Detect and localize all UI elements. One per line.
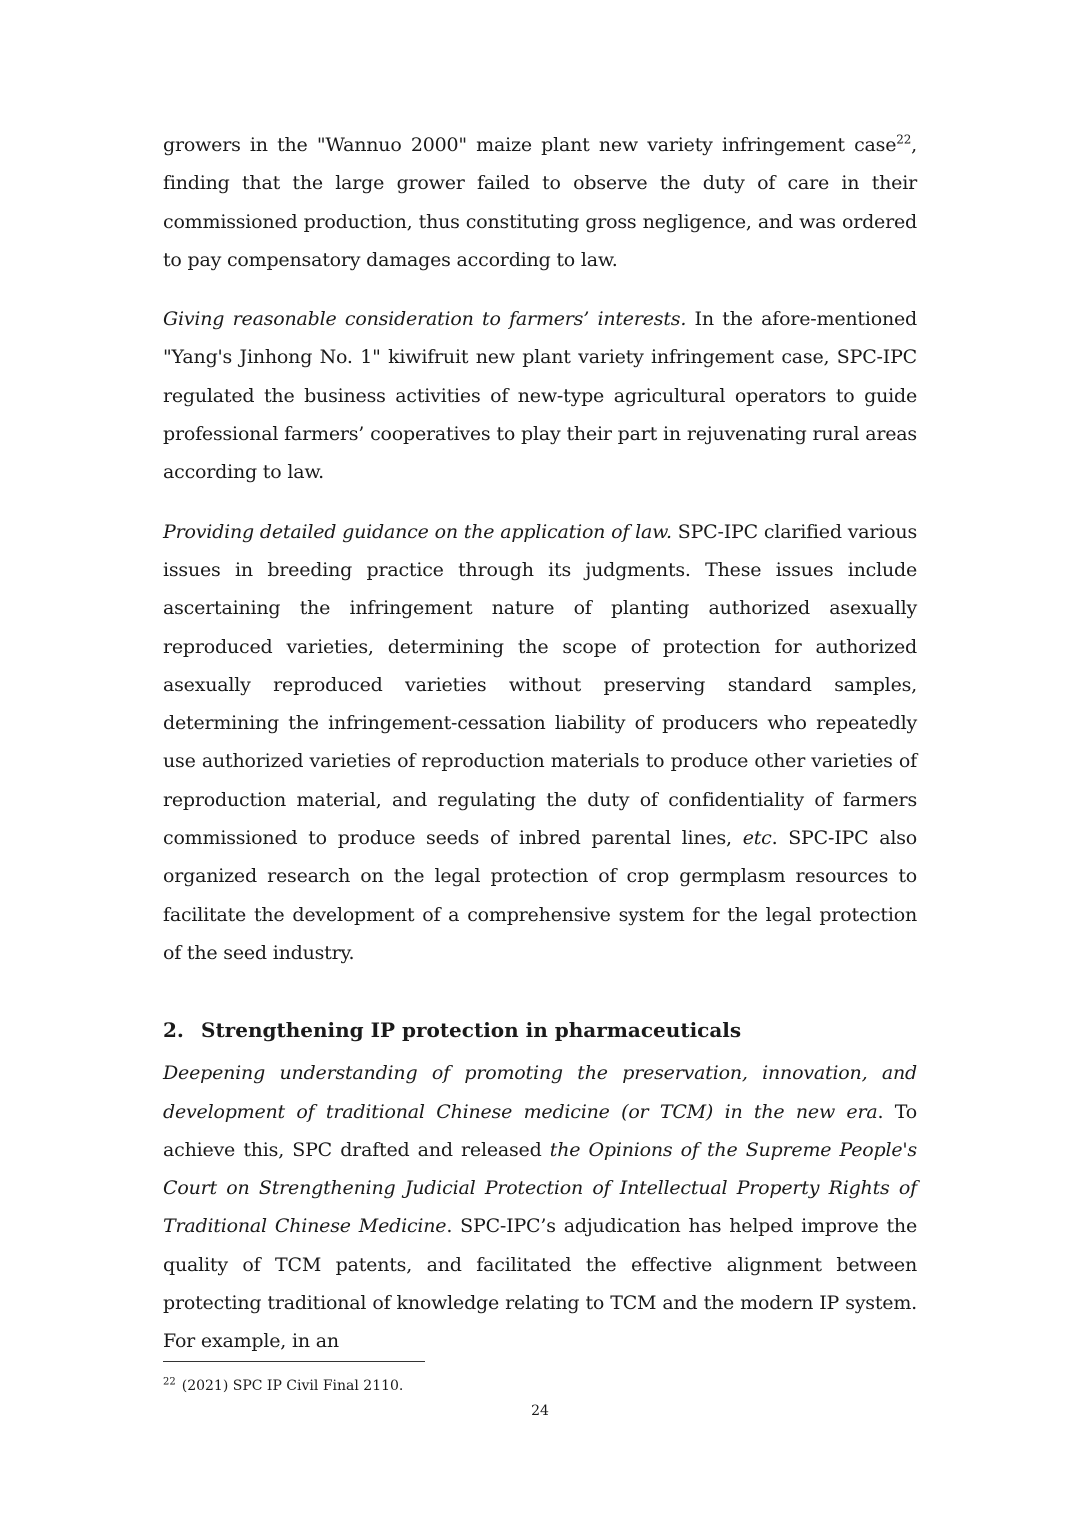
paragraph-text: In the afore-mentioned "Yang's Jinhong No. 1" kiwifruit new plant variety infringement case, SPC-IPC regulated the business activities of new-type agricultural operators to guide professional farmers’ cooperatives to play their part in rejuvenating rural areas according to law. xyxy=(163,308,917,484)
page-number: 24 xyxy=(531,1403,549,1419)
paragraph-text: growers in the "Wannuo 2000" maize plant new variety infringement case xyxy=(163,134,897,156)
paragraph-wannuo-case xyxy=(163,126,917,279)
paragraph-text: SPC-IPC clarified various issues in breeding practice through its judgments. These issues include ascertaining the infringement nature of planting authorized asexually reproduced varieties, determining the scope of protection for authorized asexually reproduced varieties without preserving standard samples, determining the infringement-cessation liability of producers who repeatedly use authorized varieties of reproduction materials to produce other varieties of reproduction material, and regulating the duty of confidentiality of farmers commissioned to produce seeds of inbred parental lines, xyxy=(163,520,917,850)
paragraph-application-of-law xyxy=(163,513,917,973)
document-title-italic: the Opinions of the Supreme People's Court on Strengthening Judicial Protection of Intellectual Property Rights of Traditional Chinese Medicine xyxy=(163,1138,917,1238)
section-title: Strengthening IP protection in pharmaceuticals xyxy=(201,1018,742,1043)
document-body xyxy=(163,126,917,1361)
footnote xyxy=(163,1375,403,1397)
footnote-divider xyxy=(163,1361,425,1362)
paragraph-text: , finding that the large grower failed to observe the duty of care in their commissioned production, thus constituting gross negligence, and was ordered to pay compensatory damages according to law. xyxy=(163,134,917,271)
footnote-reference[interactable]: 22 xyxy=(896,132,912,147)
paragraph-tcm xyxy=(163,1054,917,1360)
section-number: 2. xyxy=(163,1018,184,1043)
etc-italic: etc xyxy=(742,827,772,850)
paragraph-lead-italic: Providing detailed guidance on the application of law. xyxy=(163,520,672,543)
footnote-marker: 22 xyxy=(163,1376,176,1388)
footnote-text: (2021) SPC IP Civil Final 2110. xyxy=(181,1378,404,1394)
paragraph-text: . SPC-IPC’s adjudication has helped improve the quality of TCM patents, and facilitated the effective alignment between protecting traditional of knowledge relating to TCM and the modern IP system. For example, in an xyxy=(163,1215,918,1353)
paragraph-text: . SPC-IPC also organized research on the legal protection of crop germplasm resources to facilitate the development of a comprehensive system for the legal protection of the seed industry. xyxy=(163,827,917,964)
section-heading xyxy=(163,1014,917,1046)
paragraph-lead-italic: Deepening understanding of promoting the preservation, innovation, and development of traditional Chinese medicine (or TCM) in the new era xyxy=(163,1062,917,1123)
paragraph-farmers-interests xyxy=(163,300,917,491)
paragraph-text: . To achieve this, SPC drafted and released xyxy=(163,1100,918,1161)
paragraph-lead-italic: Giving reasonable consideration to farmers’ interests. xyxy=(163,308,687,331)
